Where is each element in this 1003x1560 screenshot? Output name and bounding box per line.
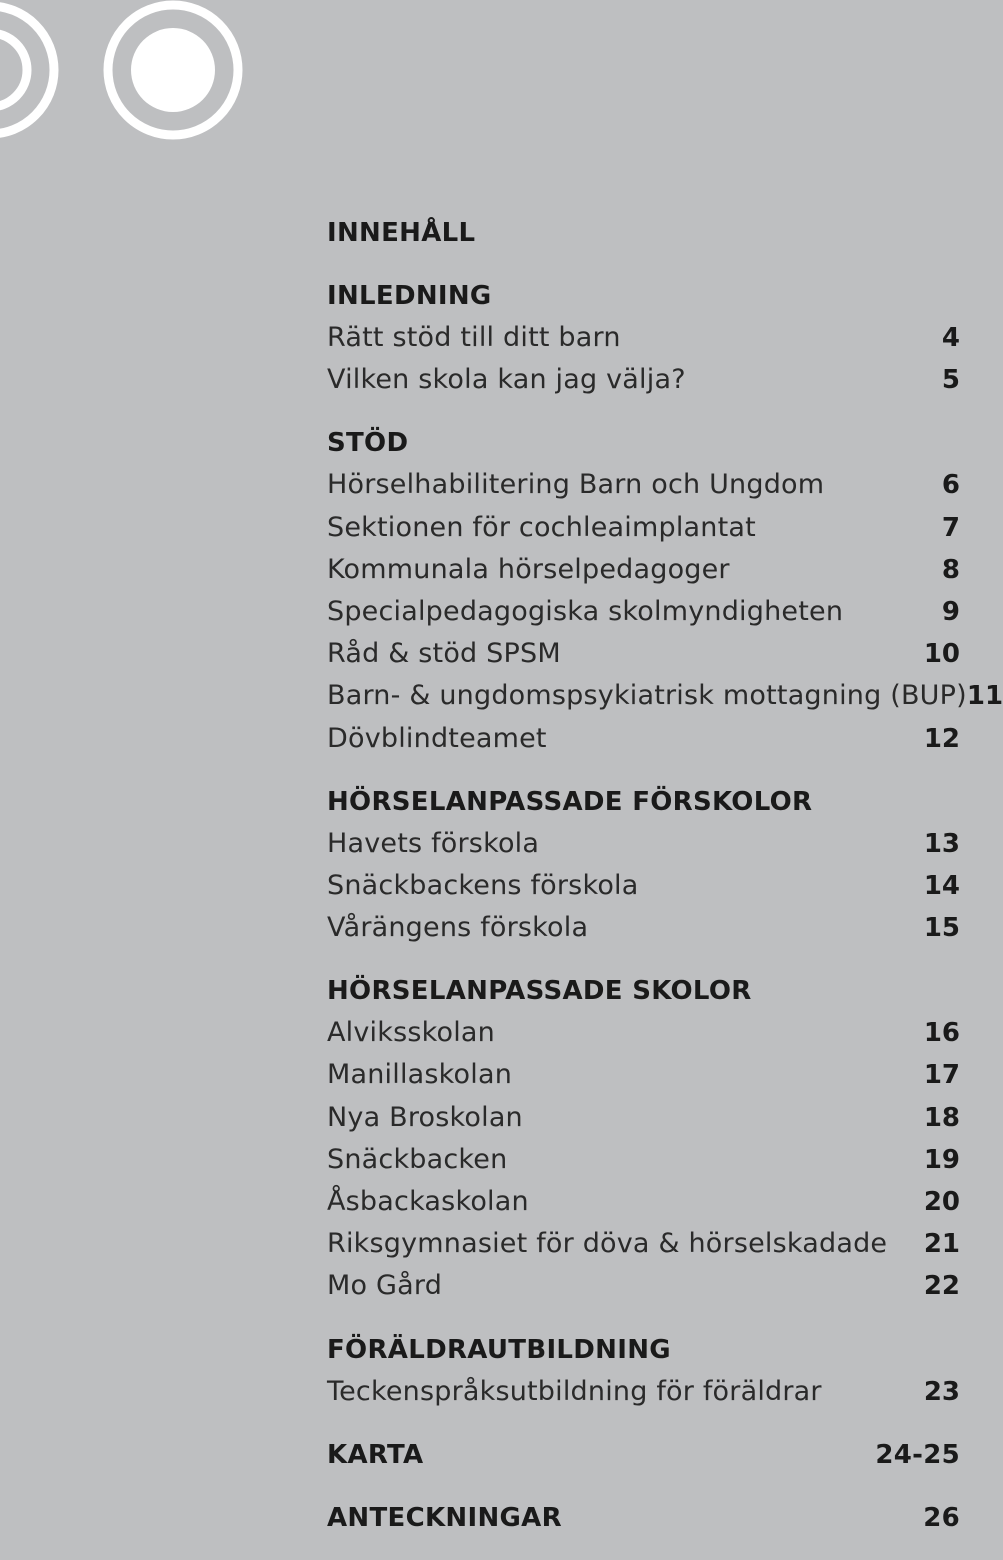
toc-section — [327, 1434, 960, 1476]
toc-entry-page-number: 13 — [923, 828, 960, 859]
toc-entry-page-number: 14 — [923, 870, 960, 901]
toc-entry-page-number: 16 — [923, 1018, 960, 1049]
filled-circle — [131, 28, 215, 112]
toc-entry-page-number: 19 — [923, 1144, 960, 1175]
toc-entry-label: Nya Broskolan — [327, 1101, 523, 1133]
toc-entry-label: Teckenspråksutbildning för föräldrar — [327, 1375, 822, 1407]
toc-entry-label: Sektionen för cochleaimplantat — [327, 511, 756, 543]
toc-entry — [327, 633, 960, 675]
section-heading-row — [327, 1329, 960, 1371]
toc-entry-label: Riksgymnasiet för döva & hörselskadade — [327, 1228, 888, 1260]
toc-entry-page-number: 23 — [923, 1376, 960, 1407]
toc-entry-label: Åsbackaskolan — [327, 1186, 529, 1217]
toc-entry — [327, 507, 960, 549]
toc-entry-label: Vårängens förskola — [327, 912, 589, 944]
section-heading-row — [327, 1434, 960, 1476]
section-heading-row — [327, 970, 960, 1012]
section-heading-row — [327, 1497, 960, 1539]
toc-section — [327, 275, 960, 401]
toc-section — [327, 970, 960, 1307]
section-heading: FÖRÄLDRAUTBILDNING — [327, 1334, 671, 1365]
section-heading-page-number: 26 — [923, 1502, 960, 1533]
toc-entry-label: Havets förskola — [327, 827, 540, 859]
section-heading: INLEDNING — [327, 281, 492, 311]
section-heading-row — [327, 781, 960, 823]
toc-entry — [327, 591, 960, 633]
toc-entry-page-number: 22 — [923, 1271, 960, 1302]
table-of-contents — [327, 212, 1003, 1560]
toc-entry — [327, 1371, 960, 1413]
section-heading: HÖRSELANPASSADE FÖRSKOLOR — [327, 786, 813, 817]
toc-entry-label: Barn- & ungdomspsykiatrisk mottagning (BUP) — [327, 680, 967, 712]
toc-entry — [327, 1265, 960, 1307]
toc-entry-page-number: 20 — [923, 1187, 960, 1217]
toc-entry — [327, 1223, 960, 1265]
toc-entry-page-number: 9 — [941, 596, 960, 627]
toc-entry-page-number: 7 — [941, 512, 960, 543]
toc-entry — [327, 675, 1003, 717]
section-heading-page-number: 24-25 — [875, 1439, 960, 1470]
toc-entry-page-number: 15 — [923, 913, 960, 944]
toc-entry — [327, 359, 960, 401]
toc-entry-label: Manillaskolan — [327, 1059, 513, 1091]
section-heading: KARTA — [327, 1439, 424, 1470]
toc-sections — [327, 275, 1003, 1539]
section-heading: ANTECKNINGAR — [327, 1502, 562, 1533]
toc-entry — [327, 718, 960, 760]
toc-entry-page-number: 8 — [941, 554, 960, 585]
toc-section — [327, 781, 960, 950]
partial-inner-ring-circle — [0, 33, 27, 107]
section-heading: STÖD — [327, 428, 409, 459]
toc-entry-page-number: 11 — [966, 681, 1003, 712]
toc-entry — [327, 1012, 960, 1054]
toc-entry — [327, 865, 960, 907]
decorative-circles — [0, 0, 260, 150]
toc-entry — [327, 464, 960, 506]
toc-entry-page-number: 10 — [923, 639, 960, 670]
toc-entry-label: Snäckbackens förskola — [327, 869, 639, 901]
toc-entry — [327, 1181, 960, 1223]
toc-entry-page-number: 5 — [941, 365, 960, 396]
toc-title: INNEHÅLL — [327, 218, 476, 248]
toc-section — [327, 422, 1003, 759]
toc-entry-label: Mo Gård — [327, 1270, 443, 1302]
toc-entry-label: Specialpedagogiska skolmyndigheten — [327, 595, 844, 627]
toc-entry-label: Snäckbacken — [327, 1143, 508, 1175]
toc-entry — [327, 823, 960, 865]
section-heading: HÖRSELANPASSADE SKOLOR — [327, 976, 752, 1007]
toc-entry-label: Kommunala hörselpedagoger — [327, 553, 730, 585]
toc-entry — [327, 549, 960, 591]
toc-entry-page-number: 12 — [923, 723, 960, 754]
toc-section — [327, 1329, 960, 1413]
toc-entry-label: Rätt stöd till ditt barn — [327, 322, 621, 353]
toc-entry-label: Dövblindteamet — [327, 722, 547, 754]
toc-entry — [327, 1054, 960, 1096]
toc-entry — [327, 1139, 960, 1181]
toc-entry-label: Hörselhabilitering Barn och Ungdom — [327, 469, 825, 501]
toc-entry-label: Alviksskolan — [327, 1017, 495, 1049]
toc-entry-page-number: 4 — [941, 323, 960, 353]
toc-entry-page-number: 17 — [923, 1060, 960, 1091]
toc-entry — [327, 907, 960, 949]
toc-entry-page-number: 21 — [923, 1229, 960, 1260]
toc-entry-label: Vilken skola kan jag välja? — [327, 364, 686, 396]
toc-entry-page-number: 18 — [923, 1102, 960, 1133]
section-heading-row — [327, 275, 960, 317]
toc-entry — [327, 1097, 960, 1139]
toc-entry — [327, 317, 960, 359]
section-heading-row — [327, 422, 960, 464]
toc-entry-label: Råd & stöd SPSM — [327, 638, 561, 670]
toc-entry-page-number: 6 — [941, 470, 960, 501]
toc-section — [327, 1497, 960, 1539]
